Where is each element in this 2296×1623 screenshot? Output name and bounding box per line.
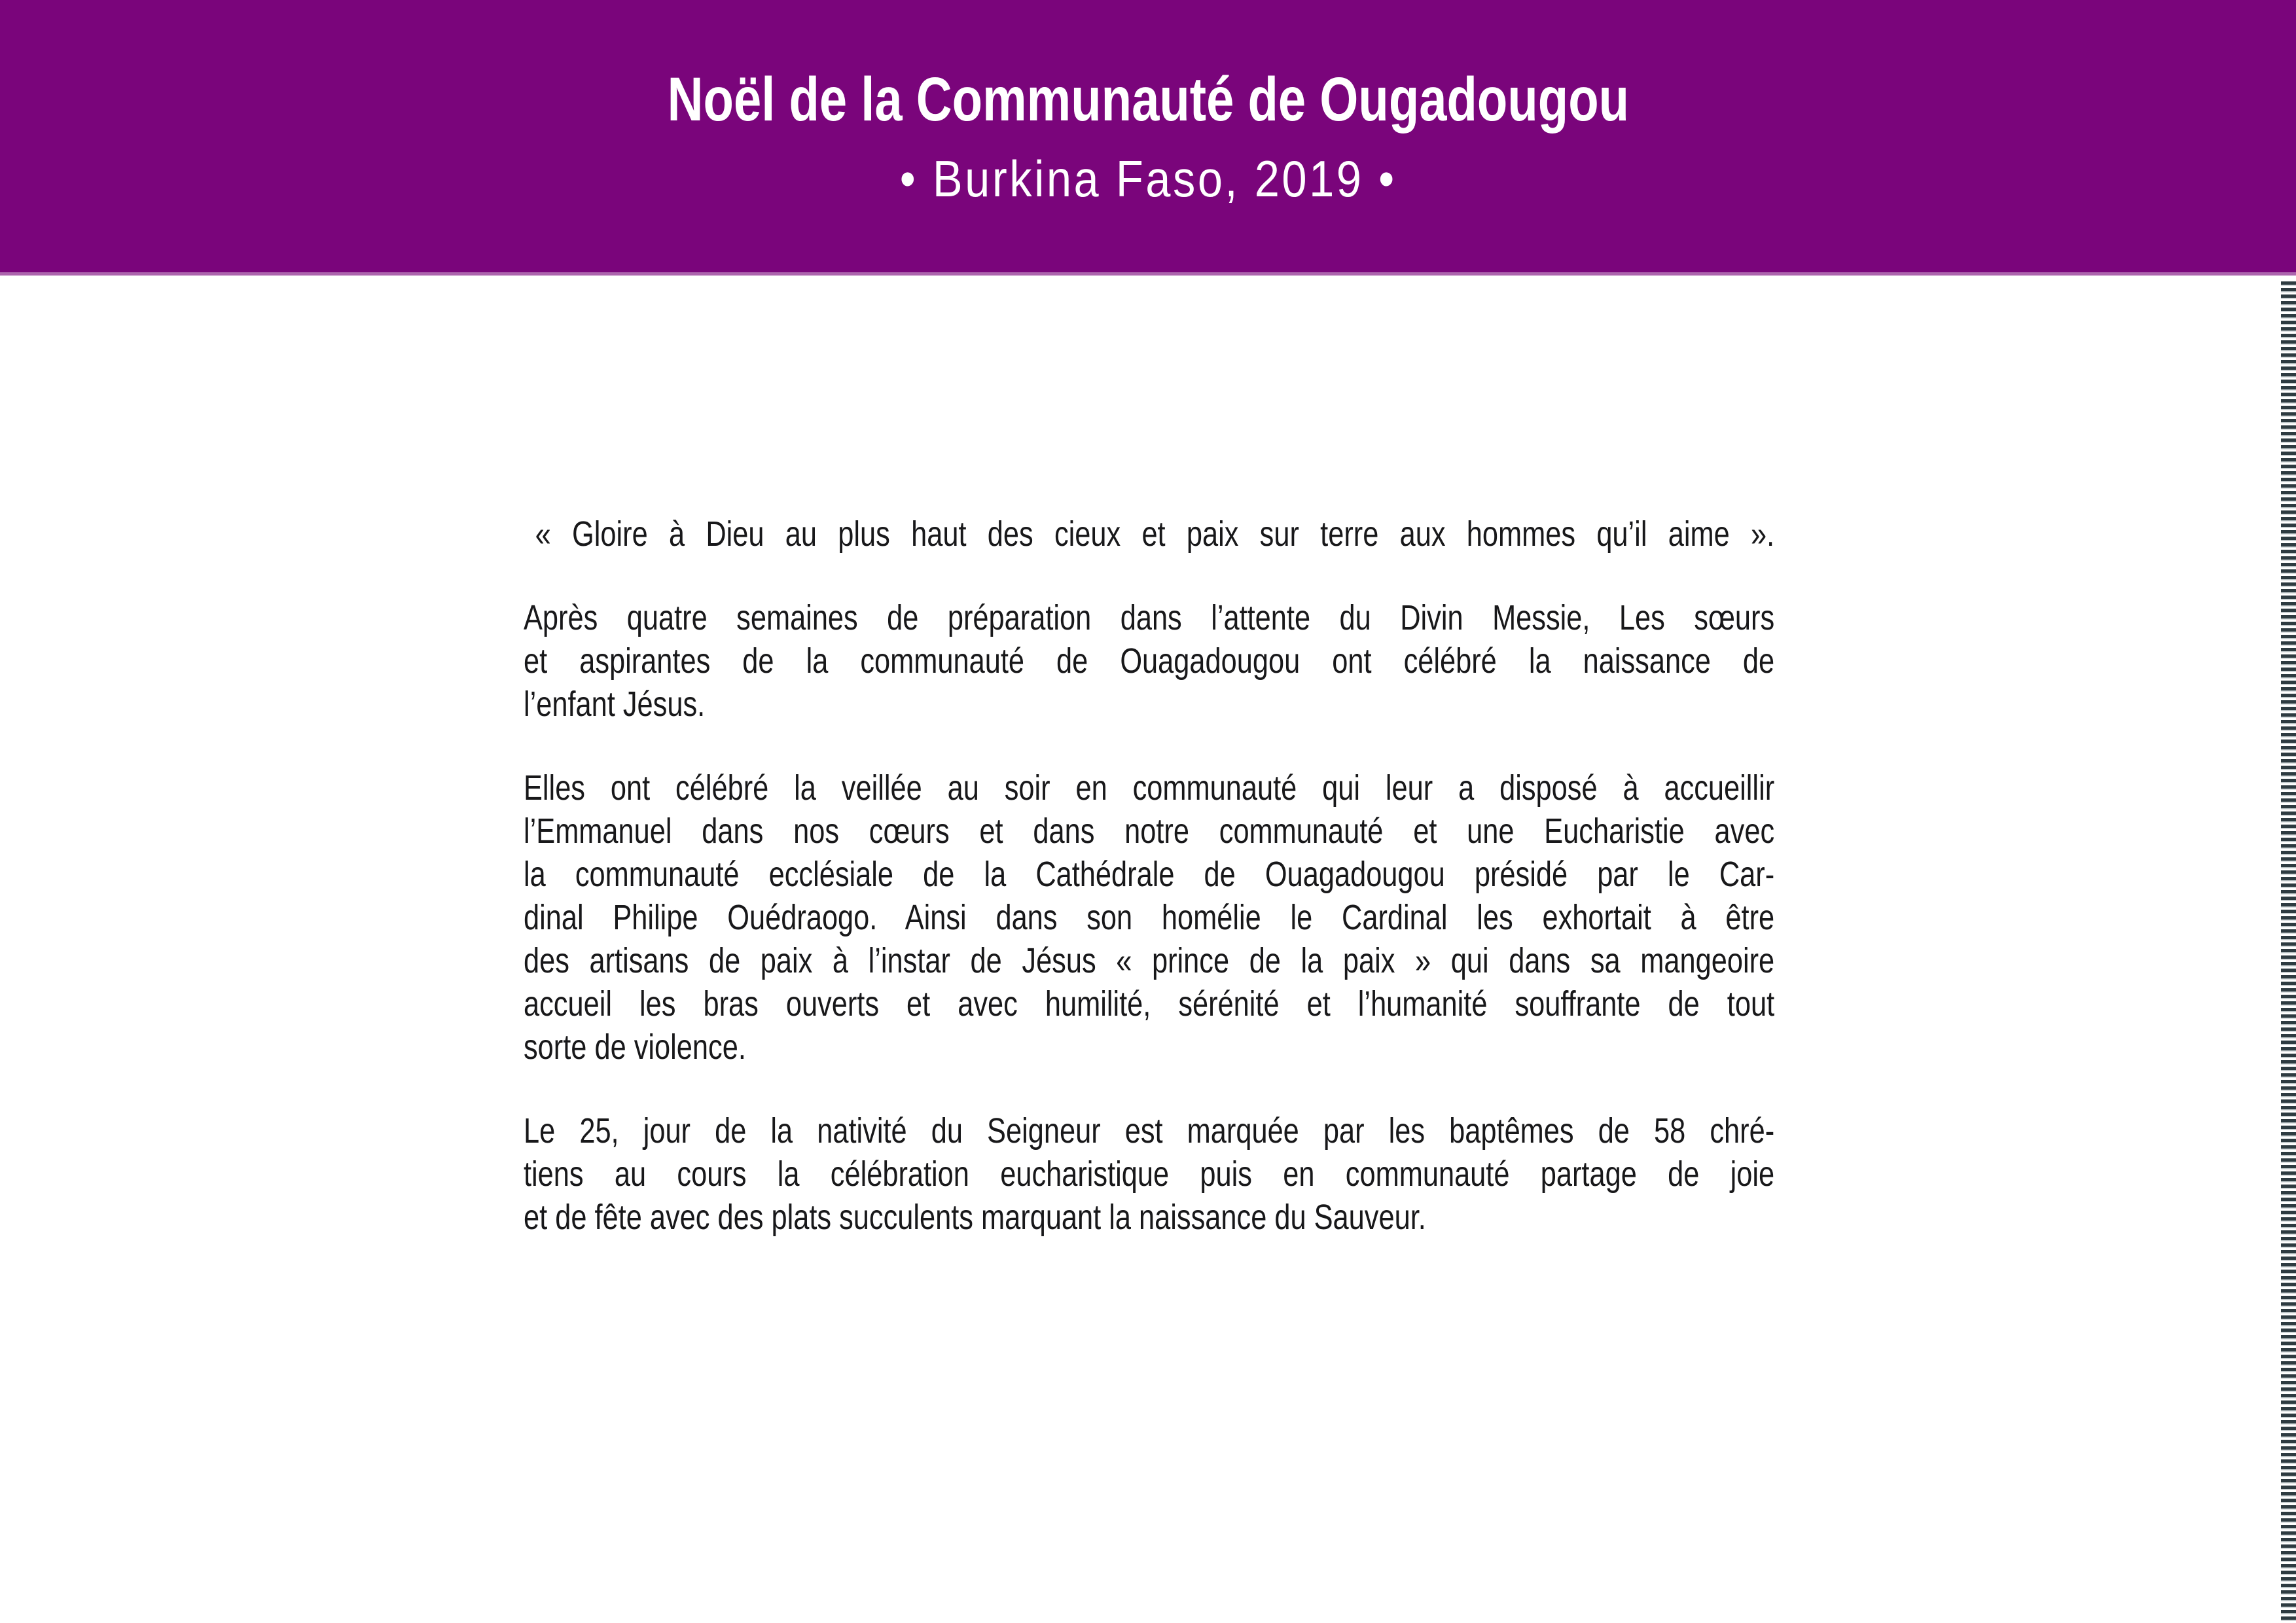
paragraph [524, 1109, 1774, 1239]
body-line: accueil les bras ouverts et avec humilité, sérénité et l’humanité souffrante de tout [524, 984, 1775, 1024]
body-line: la communauté ecclésiale de la Cathédrale de Ouagadougou présidé par le Car- [524, 855, 1775, 894]
body-line: Le 25, jour de la nativité du Seigneur est marquée par les baptêmes de 58 chré- [524, 1111, 1775, 1150]
body-line: des artisans de paix à l’instar de Jésus « prince de la paix » qui dans sa mangeoire [524, 941, 1775, 980]
body-line: Après quatre semaines de préparation dans l’attente du Divin Messie, Les sœurs [524, 598, 1775, 637]
paragraph-container [524, 596, 1774, 1239]
film-strip-edge-decoration [2281, 281, 2296, 1623]
body-line: sorte de violence. [524, 1027, 746, 1067]
body-line: tiens au cours la célébration eucharistique puis en communauté partage de joie [524, 1154, 1775, 1194]
header-banner [0, 0, 2296, 276]
body-line: et de fête avec des plats succulents marquant la naissance du Sauveur. [524, 1198, 1426, 1237]
body-line: dinal Philipe Ouédraogo. Ainsi dans son homélie le Cardinal les exhortait à être [524, 898, 1775, 937]
page-title: Noël de la Communauté de Ougadougou [667, 64, 1629, 134]
article-body [524, 512, 1774, 1279]
paragraph [524, 596, 1774, 726]
page-subtitle: • Burkina Faso, 2019 • [899, 149, 1397, 207]
body-line: l’Emmanuel dans nos cœurs et dans notre communauté et une Eucharistie avec [524, 812, 1775, 851]
paragraph [524, 766, 1774, 1069]
body-line: l’enfant Jésus. [524, 685, 706, 724]
opening-quote-line: « Gloire à Dieu au plus haut des cieux et paix sur terre aux hommes qu’il aime ». [535, 514, 1775, 554]
body-line: et aspirantes de la communauté de Ouagadougou ont célébré la naissance de [524, 641, 1775, 681]
body-line: Elles ont célébré la veillée au soir en communauté qui leur a disposé à accueillir [524, 768, 1775, 808]
